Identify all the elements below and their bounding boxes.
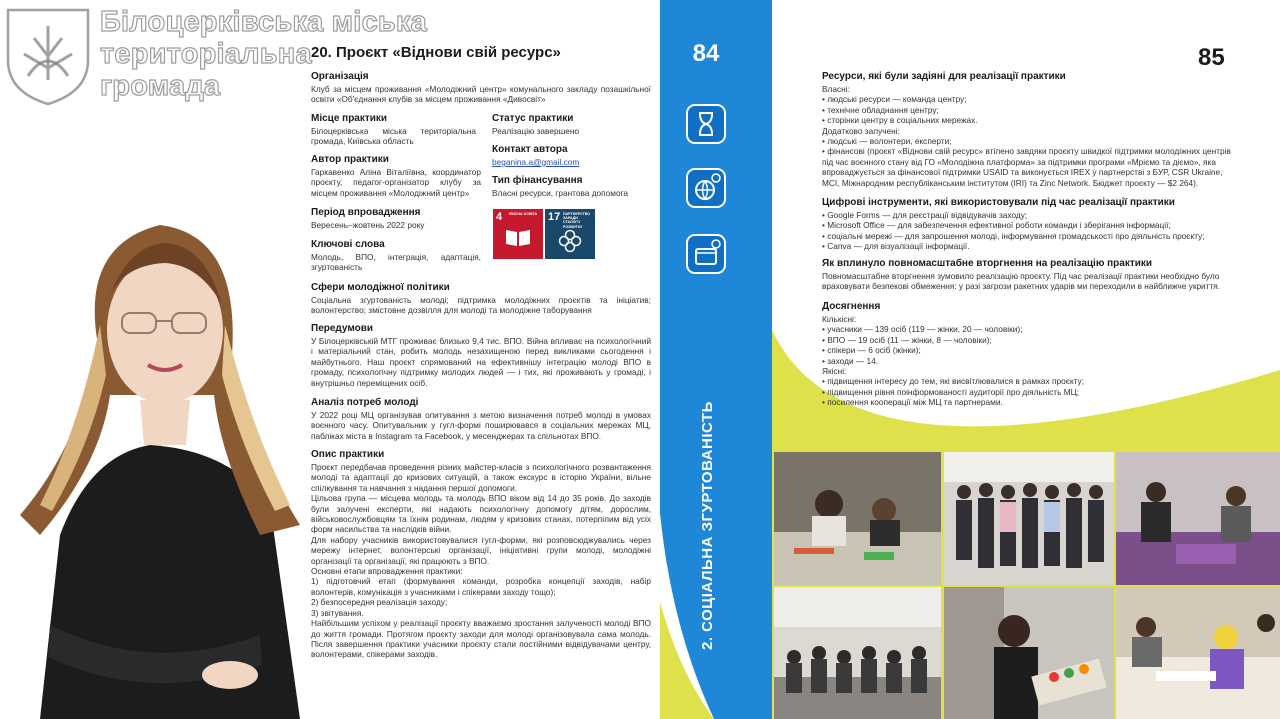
preconditions-heading: Передумови	[311, 323, 373, 334]
war-impact-block	[822, 257, 1242, 292]
author-block	[311, 153, 481, 198]
watermark	[2, 4, 462, 108]
watermark-text: Білоцерківська міська територіальна громада	[100, 6, 427, 102]
contact-heading: Контакт автора	[492, 144, 568, 155]
needs-block	[311, 396, 651, 441]
funding-heading: Тип фінансування	[492, 175, 583, 186]
description-block	[311, 448, 651, 660]
event-photo-3	[1116, 452, 1280, 585]
contact-block	[492, 143, 652, 167]
war-impact-heading: Як вплинуло повномасштабне вторгнення на реалізацію практики	[822, 258, 1153, 269]
author-text: Гаркавенко Аліна Віталіївна, координатор проєкту, педагог-організатор клубу за місцем проживання «Молодіжний центр»	[311, 167, 481, 198]
description-p2: Цільова група — місцева молодь та молодь ВПО віком від 14 до 35 років. До заходів були залучені експерти, які надають психологічну допомогу дітям, дорослим, військовослужбовцям та їхнім родинам, людям у кризових станах, потерпілим від усіх форм насильства та наслідків війни.	[311, 493, 651, 535]
event-photo-1	[774, 452, 941, 585]
spheres-block	[311, 281, 651, 316]
needs-text: У 2022 році МЦ організував опитування з метою визначення потреб молоді в умовах воєнного часу. Опитувальник у гугл-формі поширювався в соціальних мережах МЦ, пабліках міста в Instagram та Facebook, у месенджерах та спільнотах ВПО.	[311, 410, 651, 441]
resources-heading: Ресурси, які були задіяні для реалізації практики	[822, 71, 1066, 82]
organization-heading: Організація	[311, 71, 369, 82]
event-photo-5	[944, 587, 1114, 719]
description-p8: Найбільшим успіхом у реалізації проєкту вважаємо зростання залученості молоді ВПО до життя громади. Протягом проєкту заходи для молоді організовувала сама молодь. Після завершення практики учасники проєкту стали постійними відвідувачами центру, волонтерами, спікерами заходів.	[311, 618, 651, 660]
achievements-block: Досягнення Кількісні: • учасники — 139 осіб (119 — жінки, 20 — чоловіки); • ВПО — 19 осіб (11 — жінки, 8 — чоловіки); • спікери — 6 осіб (жінки); • заходи — 14. Якісні: • підвищення інтересу до тем, які висвітлювалися в рамках проєкту; • підвищення рівня поінформованості аудиторії про діяльність МЦ; • посилення кооперації між МЦ та партнерами.	[822, 300, 1242, 408]
description-p5: 1) підготовчий етап (формування команди, розробка концепції заходів, набір волонтерів, комунікація з учасниками і спікерами заходу тощо);	[311, 576, 651, 597]
status-heading: Статус практики	[492, 113, 574, 124]
event-photo-6	[1116, 587, 1280, 719]
author-email-link[interactable]: beganina.a@gmail.com	[492, 157, 580, 167]
author-heading: Автор практики	[311, 154, 389, 165]
author-portrait-photo	[0, 205, 310, 719]
event-photo-4	[774, 587, 941, 719]
description-p4: Основні етапи впровадження практики:	[311, 566, 463, 577]
status-block	[492, 112, 652, 136]
page-number-right: 85	[1198, 44, 1225, 71]
description-p7: 3) звітування.	[311, 607, 364, 618]
funding-text: Власні ресурси, грантова допомога	[492, 188, 629, 198]
needs-heading: Аналіз потреб молоді	[311, 397, 419, 408]
funding-block	[492, 174, 652, 198]
partnership-flower-icon	[557, 228, 583, 254]
practice-title: 20. Проєкт «Віднови свій ресурс»	[311, 44, 561, 61]
location-text: Білоцерківська міська територіальна громада, Київська область	[311, 126, 476, 147]
book-icon	[505, 227, 531, 247]
keywords-block	[311, 238, 481, 273]
keywords-text: Молодь, ВПО, інтеграція, адаптація, згуртованість	[311, 252, 481, 273]
period-block	[311, 206, 481, 230]
description-heading: Опис практики	[311, 449, 385, 460]
page-number-left: 84	[692, 40, 720, 67]
location-heading: Місце практики	[311, 113, 388, 124]
event-photo-2	[944, 452, 1114, 585]
keywords-heading: Ключові слова	[311, 239, 385, 250]
tools-heading: Цифрові інструменти, які використовували під час реалізації практики	[822, 197, 1175, 208]
sdg-17-badge: 17 ПАРТНЕРСТВО ЗАРАДИ СТАЛОГО РОЗВИТКУ	[545, 209, 595, 259]
tools-block: Цифрові інструменти, які використовували під час реалізації практики • Google Forms — для реєстрації відвідувачів заходу; • Microsoft Office — для забезпечення ефективної роботи команди і зберігання інформації; • соціальні мережі — для запрошення молоді, інформування громадськості про діяльність проєкту; • Canva — для візуалізації інформації.	[822, 196, 1242, 252]
description-p3: Для набору учасників використовувалися гугл-форми, які розповсюджувались через мережу інтернет, волонтерські організації, ініціативні групи молоді, молодіжні організації та організації, які працюють з ВПО.	[311, 534, 651, 566]
preconditions-text: У Білоцерківській МТГ проживає близько 9,4 тис. ВПО. Війна впливає на психологічний і матеріальний стан, робить молодь незахищеною перед викликами сьогодення і майбутнього. Наш проєкт спрямований на ефективнішу інтеграцію молоді ВПО в громаду, психологічну підтримку молодих людей — і тих, які проживають у громаді, і внутрішньо переміщених осіб.	[311, 336, 651, 388]
resources-block: Ресурси, які були задіяні для реалізації практики Власні: • людські ресурси — команда центру; • технічне обладнання центру; • сторінки центру в соціальних мережах. Додатково залучені: • людські — волонтери, експерти; • фінансові (проєкт «Віднови свій ресурс» втілено завдяки проєкту швидкої підтримки молодіжних центрів під час воєнного стану від ГО «Молодіжна платформа» за підтримки програми «Мріємо та діємо», яка впроваджується за фінансової підтримки USAID та виконується IREX у партнерстві з БУР, CSR Ukraine, MCI, Міжнародним республіканським інститутом (IRI) та Zinc Network. Бюджет проєкту — $2 264).	[822, 70, 1242, 188]
sdg-4-badge: 4 ЯКІСНА ОСВІТА	[493, 209, 543, 259]
organization-text: Клуб за місцем проживання «Молодіжний центр» комунального закладу позашкільної освіти «Об'єднання клубів за місцем проживання «Дивосвіт»	[311, 84, 651, 105]
spheres-text: Соціальна згуртованість молоді; підтримка молодіжних проєктів та ініціатив; волонтерство; змістовне дозвілля для молоді та молодіжне таборування	[311, 295, 651, 316]
period-text: Вересень–жовтень 2022 року	[311, 220, 425, 230]
preconditions-block	[311, 322, 651, 388]
spheres-heading: Сфери молодіжної політики	[311, 282, 450, 293]
city-coat-of-arms-icon	[4, 6, 92, 106]
section-spine	[660, 0, 772, 719]
description-p1: Проєкт передбачав проведення різних майстер-класів з психологічного розвантаження молоді та адаптації до кризових ситуацій, а також екскурс в історію України, вільне спілкування та навчання з надання першої допомоги.	[311, 462, 651, 493]
wallet-money-icon	[686, 234, 726, 274]
section-vertical-label: 2. СОЦІАЛЬНА ЗГУРТОВАНІСТЬ	[699, 401, 716, 650]
achievements-heading: Досягнення	[822, 301, 881, 312]
location-block	[311, 112, 476, 147]
status-text: Реалізацію завершено	[492, 126, 580, 136]
period-heading: Період впровадження	[311, 207, 421, 218]
globe-money-icon	[686, 168, 726, 208]
description-p6: 2) безпосередня реалізація заходу;	[311, 597, 448, 608]
war-impact-text: Повномасштабне вторгнення зумовило реалізацію проєкту. Під час реалізації практики необхідно було враховувати безпекові обмеження: у разі загрози ракетних ударів ми переходили в найближче укриття.	[822, 271, 1221, 292]
hourglass-icon	[686, 104, 726, 144]
